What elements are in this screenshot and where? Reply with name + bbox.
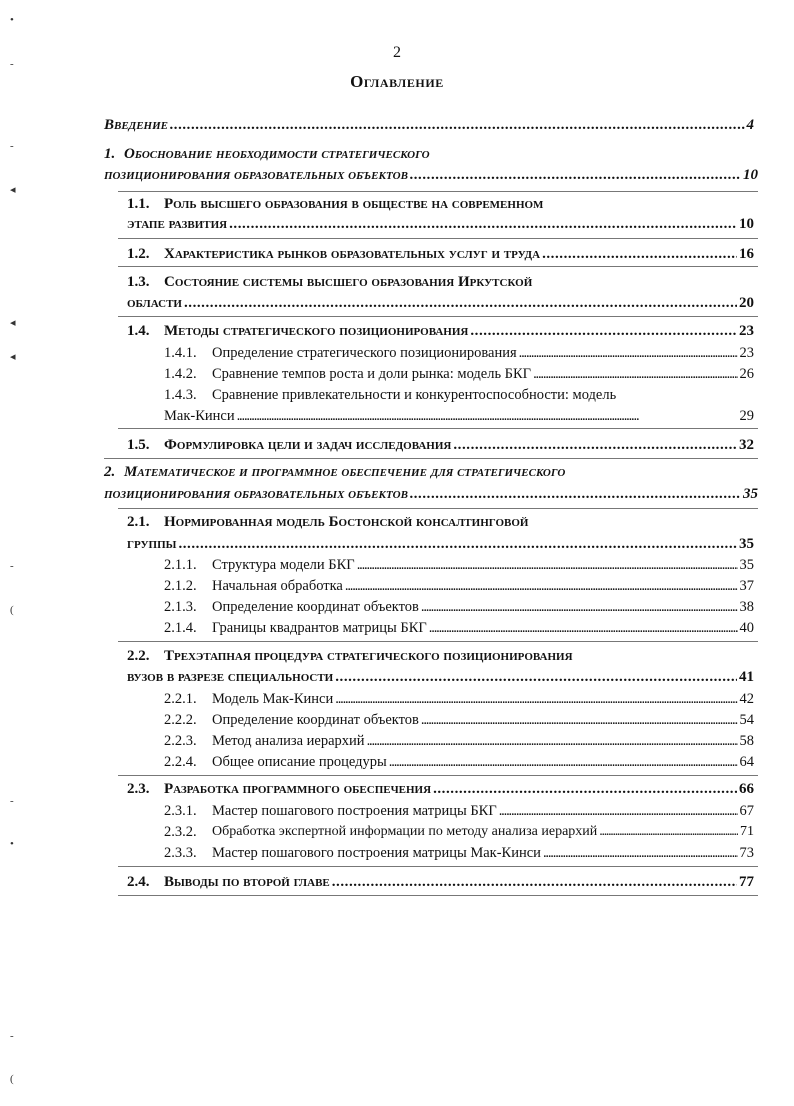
dot-leader <box>499 803 738 820</box>
subsection-number: 2.2.4. <box>164 754 197 770</box>
divider <box>118 238 758 239</box>
toc-page-number: 10 <box>739 216 754 232</box>
dot-leader <box>421 712 738 729</box>
toc-page-number: 73 <box>739 845 754 861</box>
toc-page-number: 26 <box>739 366 754 382</box>
toc-page-number: 10 <box>743 167 758 183</box>
dot-leader <box>453 437 737 454</box>
chapter-number: 1. <box>104 146 116 162</box>
subsection-title: Мастер пошагового построения матрицы БКГ <box>212 803 497 819</box>
toc-page-number: 40 <box>739 620 754 636</box>
subsection-title: Сравнение темпов роста и доли рынка: модель БКГ <box>212 366 532 382</box>
toc-section-1-3-line1[interactable] <box>164 274 754 291</box>
subsection-title: Мастер пошагового построения матрицы Мак-Кинси <box>212 845 541 861</box>
divider <box>118 866 758 867</box>
dot-leader <box>410 486 741 503</box>
divider <box>118 895 758 896</box>
toc-section-2-4[interactable] <box>164 874 754 891</box>
toc-subsection-2-2-3[interactable] <box>212 733 754 750</box>
section-title: Роль высшего образования в обществе на современном <box>164 196 544 212</box>
toc-page-number: 20 <box>739 295 754 311</box>
toc-subsection-2-3-2[interactable] <box>212 824 754 840</box>
dot-leader <box>542 246 737 263</box>
divider <box>118 266 758 267</box>
toc-subsection-2-2-2[interactable] <box>212 712 754 729</box>
toc-page-number: 71 <box>740 824 754 839</box>
scan-speck: ‑ <box>10 1030 14 1042</box>
scan-speck: ‑ <box>10 795 14 807</box>
section-title: Состояние системы высшего образования Иркутской <box>164 274 533 290</box>
chapter-title: позиционирования образовательных объектов <box>104 486 408 502</box>
toc-page-number: 41 <box>739 669 754 685</box>
toc-page-number: 35 <box>739 536 754 552</box>
dot-leader <box>229 216 737 233</box>
toc-page-number: 42 <box>739 691 754 707</box>
scan-speck: • <box>10 14 14 26</box>
dot-leader <box>410 167 741 184</box>
toc-page-number: 37 <box>739 578 754 594</box>
section-title: области <box>127 295 182 311</box>
section-title: Характеристика рынков образовательных услуг и труда <box>164 246 541 262</box>
section-title: группы <box>127 536 177 552</box>
toc-page-number: 54 <box>739 712 754 728</box>
toc-section-1-1-line1[interactable] <box>164 196 754 213</box>
dot-leader <box>543 845 738 862</box>
divider <box>118 641 758 642</box>
section-title: Трехэтапная процедура стратегического позиционирования <box>164 648 573 664</box>
toc-page-number: 23 <box>739 345 754 361</box>
section-number: 2.2. <box>127 648 150 664</box>
toc-page-number: 77 <box>739 874 754 890</box>
toc-page-number: 32 <box>739 437 754 453</box>
section-number: 1.3. <box>127 274 150 290</box>
page-number: 2 <box>393 44 401 61</box>
toc-page-number: 29 <box>739 408 754 424</box>
toc-subsection-2-3-1[interactable] <box>212 803 754 820</box>
toc-entry-text: Введение <box>104 117 168 133</box>
subsection-number: 2.1.2. <box>164 578 197 594</box>
divider <box>118 508 758 509</box>
subsection-number: 2.2.2. <box>164 712 197 728</box>
toc-section-1-2[interactable] <box>164 246 754 263</box>
section-number: 2.4. <box>127 874 150 890</box>
subsection-number: 2.2.1. <box>164 691 197 707</box>
toc-section-1-3-line2[interactable] <box>127 295 754 312</box>
subsection-number: 1.4.2. <box>164 366 197 382</box>
divider <box>118 191 758 192</box>
toc-page-number: 58 <box>739 733 754 749</box>
chapter-title: Математическое и программное обеспечение для стратегического <box>124 464 566 480</box>
chapter-title: позиционирования образовательных объектов <box>104 167 408 183</box>
subsection-title: Мак-Кинси <box>164 408 235 424</box>
scan-speck: ‑ <box>10 560 14 572</box>
subsection-title: Модель Мак-Кинси <box>212 691 334 707</box>
section-number: 1.4. <box>127 323 150 339</box>
toc-subsection-2-1-2[interactable] <box>212 578 754 595</box>
section-number: 2.3. <box>127 781 150 797</box>
scan-speck: ( <box>10 604 14 616</box>
toc-page-number: 16 <box>739 246 754 262</box>
toc-page-number: 64 <box>739 754 754 770</box>
subsection-number: 2.3.3. <box>164 845 197 861</box>
dot-leader <box>335 669 737 686</box>
toc-subsection-2-1-1[interactable] <box>212 557 754 574</box>
dot-leader <box>389 754 738 771</box>
dot-leader <box>345 578 738 595</box>
scan-speck: ( <box>10 1073 14 1085</box>
section-number: 1.1. <box>127 196 150 212</box>
subsection-number: 1.4.3. <box>164 387 197 403</box>
toc-subsection-1-4-3-line2[interactable] <box>164 408 754 425</box>
toc-subsection-1-4-1[interactable] <box>212 345 754 362</box>
toc-chapter-1-line2[interactable] <box>104 167 758 184</box>
chapter-title: Обоснование необходимости стратегического <box>124 146 430 162</box>
section-title: Формулировка цели и задач исследования <box>164 437 452 453</box>
toc-page-number: 4 <box>746 117 754 133</box>
toc-subsection-2-1-4[interactable] <box>212 620 754 637</box>
toc-subsection-1-4-3-line1[interactable] <box>212 387 754 404</box>
subsection-title: Сравнение привлекательности и конкурентоспособности: модель <box>212 387 617 403</box>
dot-leader <box>335 691 737 708</box>
scan-speck: ◂ <box>10 351 16 363</box>
section-number: 2.1. <box>127 514 150 530</box>
section-title: вузов в разрезе специальности <box>127 669 334 685</box>
toc-section-1-4[interactable] <box>164 323 754 340</box>
toc-page-number: 23 <box>739 323 754 339</box>
dot-leader <box>429 620 738 637</box>
divider <box>104 458 758 459</box>
subsection-title: Начальная обработка <box>212 578 343 594</box>
dot-leader <box>599 824 738 840</box>
divider <box>118 775 758 776</box>
dot-leader <box>178 536 737 553</box>
toc-page-number: 35 <box>739 557 754 573</box>
toc-section-1-1-line2[interactable] <box>127 216 754 233</box>
toc-entry-intro[interactable] <box>104 117 754 134</box>
subsection-number: 2.1.1. <box>164 557 197 573</box>
toc-chapter-2-line1[interactable] <box>104 464 758 481</box>
subsection-title: Определение стратегического позиционирования <box>212 345 517 361</box>
subsection-title: Структура модели БКГ <box>212 557 355 573</box>
subsection-title: Общее описание процедуры <box>212 754 387 770</box>
subsection-title: Обработка экспертной информации по методу анализа иерархий <box>212 824 598 839</box>
section-number: 1.2. <box>127 246 150 262</box>
subsection-number: 2.3.2. <box>164 824 197 840</box>
toc-subsection-2-1-3[interactable] <box>212 599 754 616</box>
toc-page-number: 35 <box>743 486 758 502</box>
toc-subsection-2-2-4[interactable] <box>212 754 754 771</box>
subsection-title: Метод анализа иерархий <box>212 733 365 749</box>
toc-subsection-1-4-2[interactable] <box>212 366 754 383</box>
scan-speck: • <box>10 838 14 850</box>
toc-subsection-2-2-1[interactable] <box>212 691 754 708</box>
divider <box>118 428 758 429</box>
dot-leader <box>332 874 737 891</box>
toc-page-number: 66 <box>739 781 754 797</box>
dot-leader <box>533 366 737 383</box>
subsection-title: Границы квадрантов матрицы БКГ <box>212 620 427 636</box>
scan-speck: ◂ <box>10 184 16 196</box>
scan-speck: ‑ <box>10 140 14 152</box>
toc-section-1-5[interactable] <box>164 437 754 454</box>
subsection-number: 2.1.4. <box>164 620 197 636</box>
toc-section-2-2-line2[interactable] <box>127 669 754 686</box>
dot-leader <box>519 345 738 362</box>
subsection-number: 2.1.3. <box>164 599 197 615</box>
dot-leader <box>433 781 737 798</box>
section-title: Выводы по второй главе <box>164 874 330 890</box>
section-title: Разработка программного обеспечения <box>164 781 432 797</box>
divider <box>118 316 758 317</box>
subsection-number: 1.4.1. <box>164 345 197 361</box>
section-number: 1.5. <box>127 437 150 453</box>
subsection-title: Определение координат объектов <box>212 712 419 728</box>
section-title: Методы стратегического позиционирования <box>164 323 469 339</box>
page-title: Оглавление <box>350 72 444 91</box>
toc-chapter-1-line1[interactable] <box>104 146 754 163</box>
toc-page-number: 67 <box>739 803 754 819</box>
dot-leader <box>470 323 737 340</box>
subsection-title: Определение координат объектов <box>212 599 419 615</box>
toc-chapter-2-line2[interactable] <box>104 486 758 503</box>
toc-page-number: 38 <box>739 599 754 615</box>
dot-leader <box>421 599 738 616</box>
section-title: Нормированная модель Бостонской консалтинговой <box>164 514 529 530</box>
scan-speck: ◂ <box>10 317 16 329</box>
dot-leader <box>237 408 738 425</box>
subsection-number: 2.3.1. <box>164 803 197 819</box>
scan-speck: ‑ <box>10 58 14 70</box>
toc-subsection-2-3-3[interactable] <box>212 845 754 862</box>
toc-section-2-2-line1[interactable] <box>164 648 754 665</box>
dot-leader <box>357 557 738 574</box>
toc-section-2-1-line1[interactable] <box>164 514 754 531</box>
dot-leader <box>184 295 737 312</box>
toc-section-2-3[interactable] <box>164 781 754 798</box>
section-title: этапе развития <box>127 216 228 232</box>
chapter-number: 2. <box>104 464 116 480</box>
toc-section-2-1-line2[interactable] <box>127 536 754 553</box>
subsection-number: 2.2.3. <box>164 733 197 749</box>
dot-leader <box>170 117 745 134</box>
dot-leader <box>367 733 738 750</box>
